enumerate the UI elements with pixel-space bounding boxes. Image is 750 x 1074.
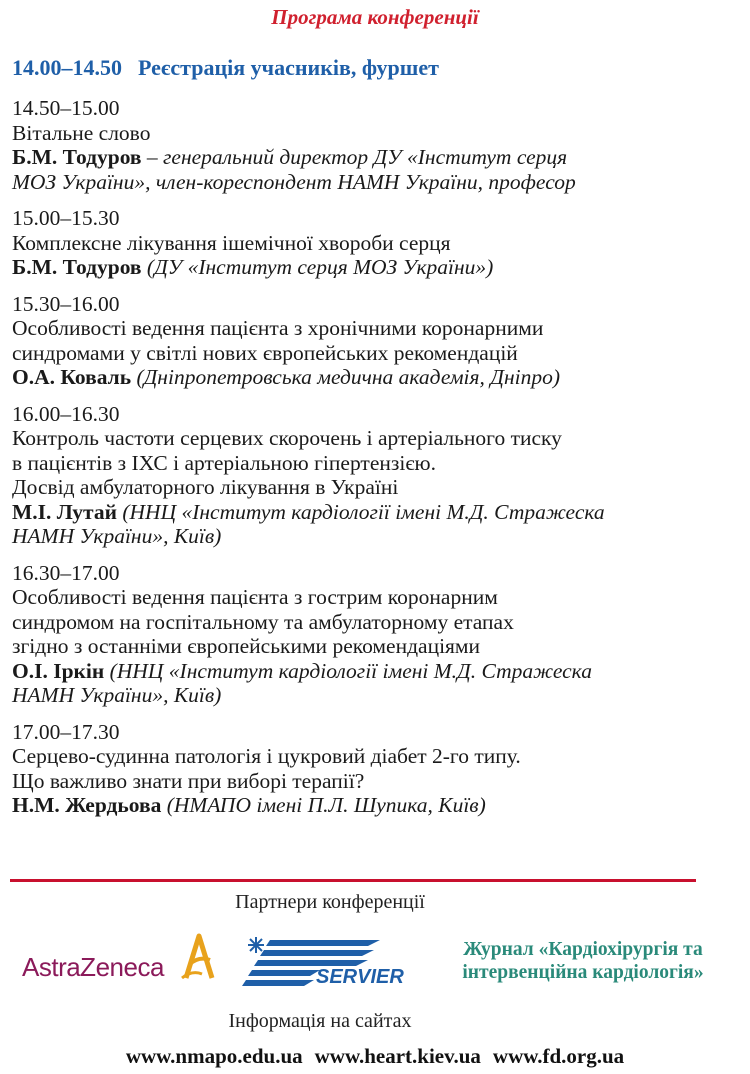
session-item [12, 206, 737, 280]
speaker-line [12, 659, 737, 684]
session-topic: синдромами у світлі нових європейських рекомендацій [12, 340, 518, 365]
journal-line: інтервенційна кардіологія» [462, 962, 704, 983]
speaker-line [12, 365, 737, 390]
session-item [12, 561, 737, 708]
speaker-affiliation: НАМН України», Київ) [12, 524, 222, 548]
session-topic: в пацієнтів з ІХС і артеріальною гіпертензією. [12, 450, 436, 475]
speaker-line [12, 255, 737, 280]
session-topic: синдромом на госпітальному та амбулаторному етапах [12, 609, 514, 634]
speaker-line [12, 145, 737, 170]
session-topic: Досвід амбулаторного лікування в Україні [12, 475, 399, 499]
session-topic: Контроль частоти серцевих скорочень і артеріального тиску [12, 426, 562, 450]
session-time: 15.00–15.30 [12, 206, 120, 230]
speaker-name: Б.М. Тодуров [12, 145, 142, 169]
partners-heading: Партнери конференції [235, 891, 425, 913]
speaker-name: Н.М. Жердьова [12, 793, 162, 817]
journal-logo [428, 938, 738, 984]
session-topic: Серцево-судинна патологія і цукровий діабет 2-го типу. [12, 744, 521, 768]
speaker-affiliation: НАМН України», Київ) [12, 683, 222, 707]
website-link[interactable]: www.nmapo.edu.ua [125, 1044, 303, 1068]
speaker-affiliation: (ДУ «Інститут серця МОЗ України») [146, 255, 494, 279]
session-topic: Вітальне слово [12, 120, 151, 145]
session-item [12, 402, 737, 549]
speaker-name: О.А. Коваль [12, 365, 132, 389]
website-link[interactable]: www.fd.org.ua [492, 1044, 625, 1068]
session-time: 15.30–16.00 [12, 291, 120, 316]
registration-line [12, 55, 439, 81]
website-list [0, 1044, 750, 1069]
section-divider [10, 879, 696, 882]
speaker-affiliation: (НМАПО імені П.Л. Шупика, Київ) [166, 793, 486, 817]
speaker-affiliation: (ННЦ «Інститут кардіології імені М.Д. Стражеска [109, 658, 592, 683]
website-link[interactable]: www.heart.kiev.ua [314, 1044, 481, 1068]
speaker-line [12, 500, 737, 525]
astrazeneca-logo: AstraZeneca [22, 952, 164, 982]
program-list [12, 96, 737, 830]
speaker-line [12, 793, 737, 818]
info-heading: Інформація на сайтах [228, 1010, 412, 1032]
registration-time: 14.00–14.50 [12, 55, 122, 80]
partner-logos [0, 930, 750, 990]
session-topic: Комплексне лікування ішемічної хвороби серця [12, 230, 451, 255]
session-time: 17.00–17.30 [12, 719, 120, 744]
servier-wordmark: SERVIER [316, 966, 404, 988]
registration-label: Реєстрація учасників, фуршет [138, 55, 439, 80]
speaker-name: М.І. Лутай [12, 499, 117, 524]
session-time: 16.30–17.00 [12, 560, 120, 585]
speaker-affiliation: МОЗ України», член-кореспондент НАМН України, професор [12, 169, 576, 194]
program-title: Програма конференції [271, 5, 479, 29]
session-item [12, 292, 737, 390]
session-topic: Особливості ведення пацієнта з хронічними коронарними [12, 316, 544, 340]
astrazeneca-mark-icon [178, 930, 220, 982]
speaker-name: Б.М. Тодуров [12, 255, 142, 279]
speaker-name: О.І. Іркін [12, 658, 105, 683]
speaker-affiliation: (ННЦ «Інститут кардіології імені М.Д. Стражеска [122, 499, 605, 524]
session-topic: Особливості ведення пацієнта з гострим коронарним [12, 585, 498, 609]
session-time: 16.00–16.30 [12, 401, 120, 426]
session-item [12, 720, 737, 818]
session-time: 14.50–15.00 [12, 96, 120, 120]
session-item [12, 96, 737, 194]
session-topic: згідно з останніми європейськими рекомендаціями [12, 634, 481, 658]
speaker-affiliation: (Дніпропетровська медична академія, Дніпро) [136, 365, 560, 389]
journal-line: Журнал «Кардіохірургія та [463, 939, 703, 960]
session-topic: Що важливо знати при виборі терапії? [12, 768, 365, 793]
speaker-affiliation: – генеральний директор ДУ «Інститут серця [146, 145, 568, 169]
